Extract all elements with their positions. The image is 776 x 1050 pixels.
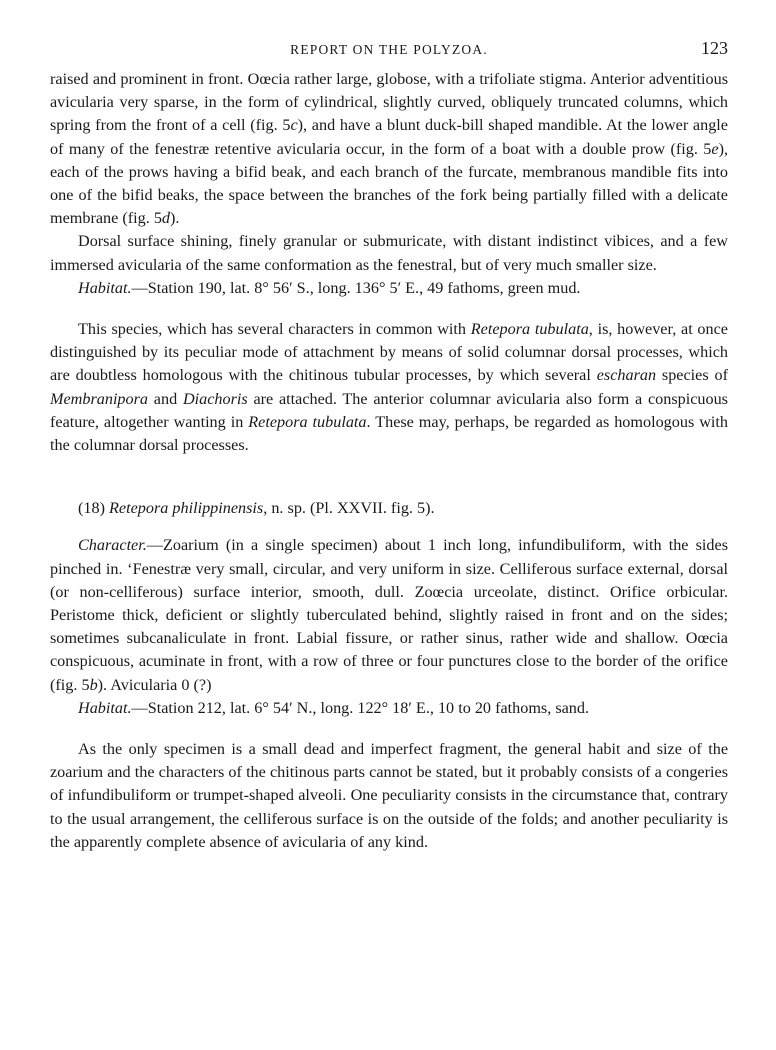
page: [50, 38, 728, 854]
habitat-station-190: Habitat.—Station 190, lat. 8° 56′ S., long. 136° 5′ E., 49 fathoms, green mud.: [78, 278, 581, 297]
page-header: [50, 38, 728, 68]
species-heading: (18) Retepora philippinensis, n. sp. (Pl. XXVII. fig. 5).: [78, 499, 435, 518]
paragraph-character: Character.—Zoarium (in a single specimen) about 1 inch long, infundibuliform, with the sides pinched in. ‘Fenestræ very small, circular, and very uniform in size. Celliferous surface external, dorsal (or non-celliferous) surface interior, smooth, dull. Zoœcia urceolate, distinct. Orifice orbicular. Peristome thick, deficient or slightly tuberculated behind, slightly raised in front and on the sides; sometimes subcanaliculate in front. Labial fissure, or rather sinus, rather wide and shallow. Oœcia conspicuous, acuminate in front, with a row of three or four punctures close to the border of the orifice (fig. 5b). Avicularia 0 (?): [50, 536, 728, 694]
paragraph-comparison: This species, which has several characters in common with Retepora tubulata, is, however, at once distinguished by its peculiar mode of attachment by means of solid columnar dorsal processes, which are doubtless homologous with the chitinous tubular processes, by which several escharan species of Membranipora and Diachoris are attached. The anterior columnar avicularia also form a conspicuous feature, altogether wanting in Retepora tubulata. These may, perhaps, be regarded as homologous with the columnar dorsal processes.: [50, 320, 728, 455]
paragraph-dorsal-surface: Dorsal surface shining, finely granular or submuricate, with distant indistinct vibices, and a few immersed avicularia of the same conformation as the fenestral, but of very much smaller size.: [50, 232, 728, 274]
paragraph-remarks: As the only specimen is a small dead and imperfect fragment, the general habit and size of the zoarium and the characters of the chitinous parts cannot be stated, but it probably consists of a congeries of infundibuliform or trumpet-shaped alveoli. One peculiarity consists in the circumstance that, contrary to the usual arrangement, the celliferous surface is on the outside of the folds; and another peculiarity is the apparently complete absence of avicularia of any kind.: [50, 740, 728, 851]
running-head: REPORT ON THE POLYZOA.: [290, 42, 488, 57]
page-number: 123: [701, 38, 728, 58]
habitat-station-212: Habitat.—Station 212, lat. 6° 54′ N., long. 122° 18′ E., 10 to 20 fathoms, sand.: [78, 698, 590, 717]
paragraph-description-continued: raised and prominent in front. Oœcia rather large, globose, with a trifoliate stigma. Anterior adventitious avicularia very sparse, in the form of cylindrical, slightly curved, obliquely truncated columns, which spring from the front of a cell (fig. 5c), and have a blunt duck-bill shaped mandible. At the lower angle of many of the fenestræ retentive avicularia occur, in the form of a boat with a double prow (fig. 5e), each of the prows having a bifid beak, and each branch of the furcate, membranous mandible fits into one of the bifid beaks, the space between the branches of the fork being partially filled with a delicate membrane (fig. 5d).: [50, 70, 728, 228]
